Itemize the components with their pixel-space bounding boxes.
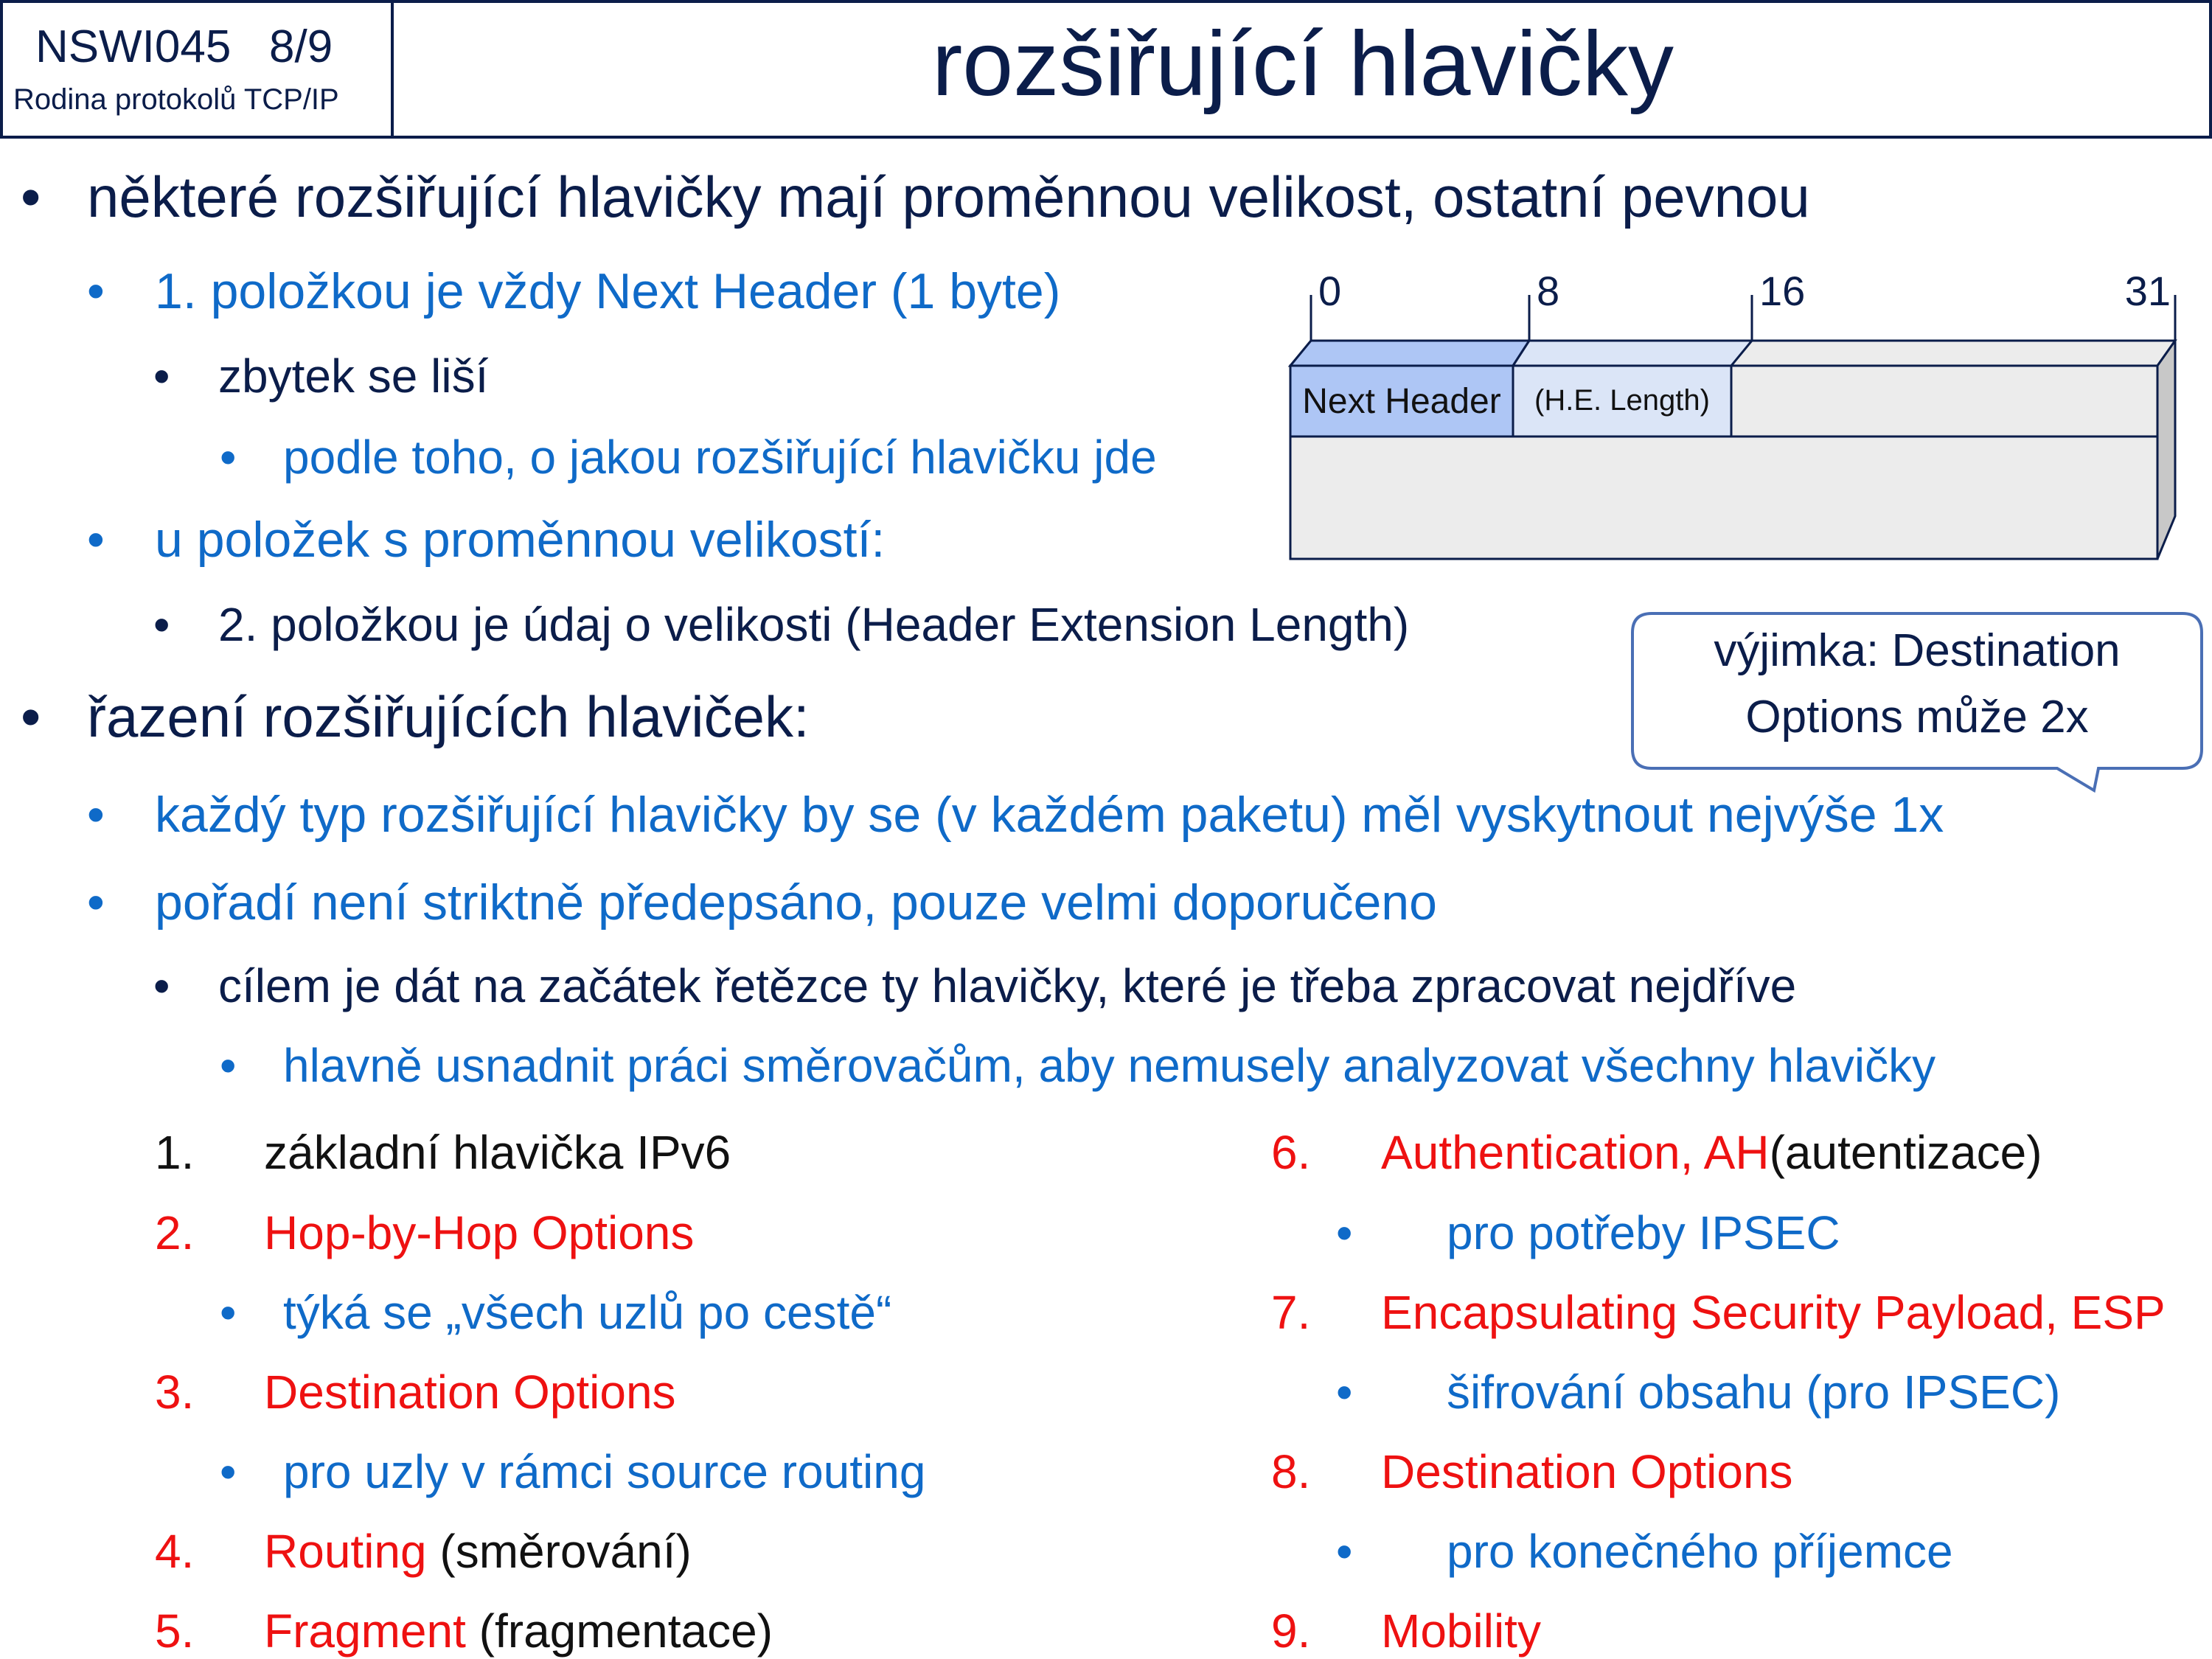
bullet-dot: • [1336, 1206, 1353, 1259]
list-item-routing: Routing (směrování) [264, 1525, 692, 1578]
header-layout-diagram [1283, 273, 2197, 568]
bullet-dot: • [87, 263, 105, 319]
next-header-label: Next Header [1302, 382, 1501, 421]
tick-label-8: 8 [1537, 273, 1560, 314]
bullet-order-recommended: pořadí není striktně předepsáno, pouze velmi doporučeno [155, 874, 1437, 931]
bullet-at-most-once: každý typ rozšiřující hlavičky by se (v každém paketu) měl vyskytnout nejvýše 1x [155, 787, 1944, 843]
list-sub-hop-by-hop: týká se „všech uzlů po cestě“ [283, 1286, 892, 1339]
bullet-dot: • [87, 787, 105, 843]
list-number: 2. [155, 1206, 195, 1259]
header-length-label: (H.E. Length) [1534, 384, 1710, 417]
list-number: 4. [155, 1525, 195, 1578]
list-item-authentication: Authentication, AH(autentizace) [1381, 1126, 2042, 1179]
list-sub-authentication: pro potřeby IPSEC [1447, 1206, 1840, 1259]
list-sub-destination-options-2: pro konečného příjemce [1447, 1525, 1953, 1578]
page-title: rozšiřující hlavičky [932, 13, 1674, 115]
bullet-dot: • [1336, 1366, 1353, 1419]
list-number: 3. [155, 1366, 195, 1419]
list-number: 8. [1271, 1445, 1311, 1498]
tick-label-31: 31 [2124, 273, 2171, 314]
list-item-destination-options-1: Destination Options [264, 1366, 676, 1419]
list-sub-esp: šifrování obsahu (pro IPSEC) [1447, 1366, 2061, 1419]
bullet-dot: • [220, 1039, 237, 1092]
list-number: 9. [1271, 1604, 1311, 1658]
field-body [1290, 437, 2157, 559]
bullet-goal: cílem je dát na začátek řetězce ty hlavičky, které je třeba zpracovat nejdříve [218, 959, 1797, 1012]
tick-label-16: 16 [1759, 273, 1806, 314]
block-side-face [2157, 341, 2175, 559]
bullet-depends-on-type: podle toho, o jakou rozšiřující hlavičku jde [283, 431, 1157, 484]
bullet-header-ext-length: 2. položkou je údaj o velikosti (Header Extension Length) [218, 598, 1410, 651]
list-number: 7. [1271, 1286, 1311, 1339]
bullet-routers: hlavně usnadnit práci směrovačům, aby nemusely analyzovat všechny hlavičky [283, 1039, 1936, 1092]
list-item-hop-by-hop: Hop-by-Hop Options [264, 1206, 695, 1259]
list-item-destination-options-2: Destination Options [1381, 1445, 1793, 1498]
list-sub-destination-options-1: pro uzly v rámci source routing [283, 1445, 926, 1498]
list-number: 5. [155, 1604, 195, 1658]
bullet-dot: • [153, 349, 170, 403]
bullet-dot: • [220, 1286, 237, 1339]
bullet-dot: • [220, 1445, 237, 1498]
list-item-fragment: Fragment (fragmentace) [264, 1604, 773, 1658]
list-number: 6. [1271, 1126, 1311, 1179]
bullet-rest-differs: zbytek se liší [218, 349, 489, 403]
bullet-dot: • [87, 874, 105, 931]
course-code: NSWI045 8/9 [35, 21, 333, 72]
list-number: 1. [155, 1126, 195, 1179]
bullet-dot: • [21, 684, 41, 749]
bullet-dot: • [153, 598, 170, 651]
bullet-next-header: 1. položkou je vždy Next Header (1 byte) [155, 263, 1061, 319]
bullet-variable-size: některé rozšiřující hlavičky mají proměnnou velikost, ostatní pevnou [87, 164, 1810, 229]
list-item-ipv6-base: základní hlavička IPv6 [264, 1126, 731, 1179]
bullet-variable-items: u položek s proměnnou velikostí: [155, 512, 886, 568]
callout-text: výjimka: Destination Options může 2x [1714, 625, 2121, 742]
tick-label-0: 0 [1318, 273, 1342, 314]
bullet-dot: • [153, 959, 170, 1012]
field-rest [1731, 366, 2157, 437]
bullet-dot: • [220, 431, 237, 484]
list-item-esp: Encapsulating Security Payload, ESP [1381, 1286, 2166, 1339]
course-subtitle: Rodina protokolů TCP/IP [13, 83, 339, 116]
bullet-ordering: řazení rozšiřujících hlaviček: [87, 684, 810, 749]
list-item-mobility: Mobility [1381, 1604, 1541, 1658]
next-header-top-face [1290, 341, 1529, 366]
bullet-dot: • [1336, 1525, 1353, 1578]
bullet-dot: • [21, 164, 41, 229]
bullet-dot: • [87, 512, 105, 568]
length-top-face [1513, 341, 1752, 366]
